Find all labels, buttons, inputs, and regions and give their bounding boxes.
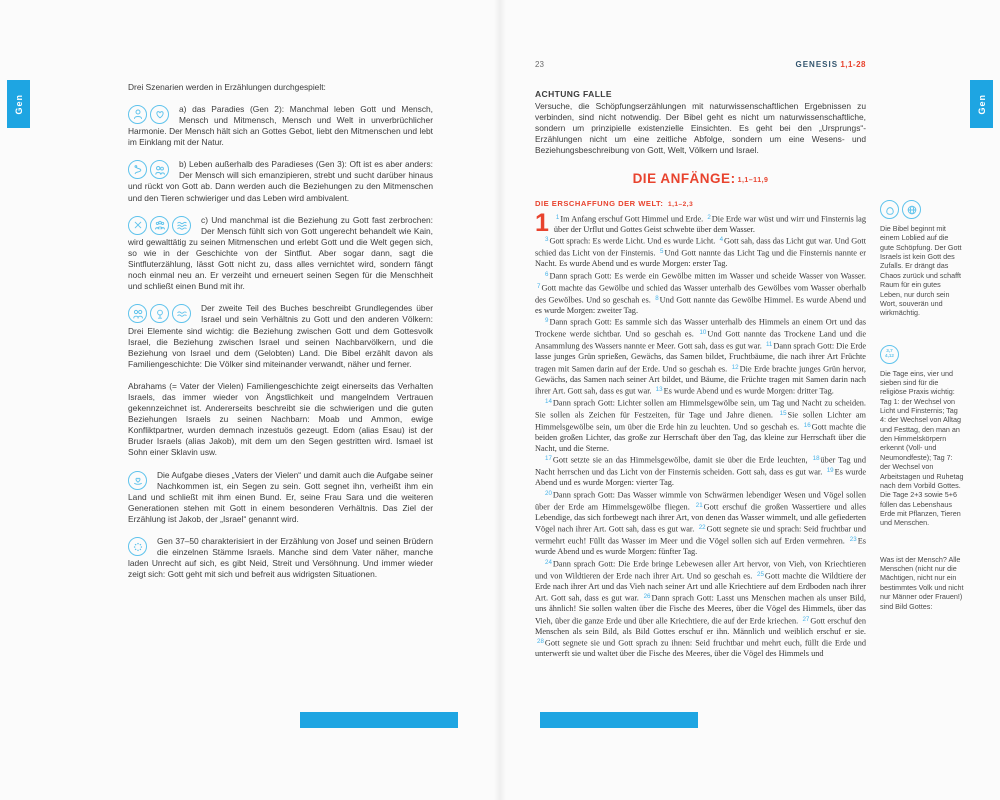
- running-head-ref: 1,1-28: [840, 60, 866, 69]
- verse-number: 18: [812, 455, 820, 463]
- margin-note: [880, 345, 964, 528]
- verse-number: 22: [698, 524, 706, 532]
- page-number: 23: [535, 60, 544, 69]
- waves-icon: [172, 304, 191, 323]
- flood-icon: [172, 216, 191, 235]
- verse-paragraph: $^3$Gott sprach: Es werde Licht. Und es wurde Licht. $^4$Gott sah, dass das Licht gut war. Und Gott schied das Licht von der Finsternis. $^5$Und Gott nannte das Licht Tag und die Finsternis nannte er Nacht. Es wurde Abend und es wurde Morgen: erster Tag.: [535, 236, 866, 269]
- crowd-icon: [150, 216, 169, 235]
- section-icon-row: [128, 471, 150, 490]
- section-text: b) Leben außerhalb des Paradieses (Gen 3): Oft ist es aber anders: Der Mensch will sich emanzipieren, strebt und sucht darüber hinaus und rückt von Gott ab. Dann werden auch die Beziehungen zu den Mitmenschen und den Tieren schwieriger und das Leben wird ambivalent.: [128, 159, 433, 203]
- verse-number: 13: [655, 386, 663, 394]
- right-tab-label: Gen: [976, 93, 987, 115]
- section-icon-row: [128, 160, 172, 179]
- warning-box: [535, 89, 866, 156]
- section-icon-row: [128, 216, 194, 235]
- section-heading-ref: 1,1–2,3: [668, 200, 694, 208]
- margin-note-text: Die Bibel beginnt mit einem Loblied auf die gute Schöpfung. Der Gott Israels ist kein Gott des Zufalls. Er drängt das Chaos zurück und schafft Raum für ein gutes Leben, nur durch sein Wort, souverän und wirkmächtig.: [880, 224, 962, 318]
- running-head-right: [796, 60, 867, 69]
- section-text: Gen 37–50 charakterisiert in der Erzählung von Josef und seinen Brüdern die einzelnen Stämme Israels. Manche sind dem Vater näher, manche laden Unrecht auf sich, es gibt Neid, Streit und Versöhnung. Und immer wieder zeigt sich: Gott geht mit sich und befreit aus widrigsten Situationen.: [128, 536, 433, 580]
- section-icon-row: [128, 304, 194, 323]
- verse-number: 3: [545, 236, 549, 244]
- person-icon: [128, 105, 147, 124]
- main-heading-ref: 1,1–11,9: [737, 176, 769, 184]
- section-icon-row: [128, 105, 172, 124]
- left-page-section: [128, 536, 433, 580]
- left-page-section: [128, 215, 433, 293]
- margin-note-text: Was ist der Mensch? Alle Menschen (nicht nur die Mächtigen, nicht nur ein bestimmtes Volk und nicht nur Männer oder Frauen!) sind Bild Gottes:: [880, 554, 964, 611]
- two-people-icon: [150, 160, 169, 179]
- margin-note-icon-row: [880, 200, 964, 219]
- verse-paragraph: 1 $^1$Im Anfang erschuf Gott Himmel und Erde. $^2$Die Erde war wüst und wirr und Finsternis lag über der Urflut und Gottes Geist schwebte über dem Wasser.: [535, 212, 866, 237]
- right-page-tab: [970, 80, 993, 128]
- verse-number: 20: [545, 489, 552, 497]
- people-icon: [128, 304, 147, 323]
- verse-paragraph: $^{20}$Dann sprach Gott: Das Wasser wimmle von Schwärmen lebendiger Wesen und Vögel sollen über der Erde am Himmelsgewölbe fliegen. $^{21}$Gott erschuf die großen Wassertiere und alles Lebendige, das sich fortbewegt nach ihrer Art, von denen das Wasser wimmelt, und alle gefiederten Vögel nach ihrer Art. Gott sah, dass es gut war. $^{22}$Gott segnete sie und sprach: Seid fruchtbar und vermehrt euch! Füllt das Wasser im Meer und die Vögel sollen sich auf Erden vermehren. $^{23}$Es wurde Abend und es wurde Morgen: fünfter Tag.: [535, 489, 866, 557]
- verse-number: 19: [826, 467, 834, 475]
- warning-title: ACHTUNG FALLE: [535, 89, 612, 99]
- chapter-number: 1: [535, 212, 549, 237]
- margin-note-icon-row: [880, 345, 964, 364]
- verse-number: 24: [545, 558, 552, 566]
- verse-paragraph: $^{14}$Dann sprach Gott: Lichter sollen am Himmelsgewölbe sein, um Tag und Nacht zu scheiden. Sie sollen als Zeichen für Festzeiten, für Tage und Jahre dienen. $^{15}$Sie sollen Lichter am Himmelsgewölbe sein, um über die Erde hin zu leuchten. Und so geschah es. $^{16}$Gott machte die beiden großen Lichter, das große zur Herrschaft über den Tag, das kleine zur Herrschaft über die Nacht, und die Sterne.: [535, 398, 866, 453]
- margin-note: [880, 555, 964, 611]
- section-text: c) Und manchmal ist die Beziehung zu Gott fast zerbrochen: Der Mensch fühlt sich von Gott ungerecht behandelt wie Kain, wird gewalttätig zu seinen Mitmenschen und erlebt Gott und die Welt gegen sich, so wie in der Geschichte von der Sintflut. Aber sogar dann, sagt die Sintfluterzählung, lässt Gott nicht zu, dass alles vernichtet wird, sondern fängt noch einmal neu an. Er verzeiht und erneuert seinen Segen für die Menschheit und schließt einen Bund mit ihr.: [128, 214, 433, 292]
- heart-icon: [150, 105, 169, 124]
- warning-body: Versuche, die Schöpfungserzählungen mit naturwissenschaftlichen Ergebnissen zu verbinden, sind nicht notwendig. Der Bibel geht es nicht um naturwissenschaftliche, sondern um prinzipielle existenzielle Einsichten. Es geht bei den „Ursprungs“-Erzählungen nicht um eine zeitliche Abfolge, sondern um eine Wesens- und Beziehungsbeschreibung von Gott, Welt, Völkern und Israel.: [535, 101, 866, 155]
- main-heading-text: DIE ANFÄNGE:: [632, 170, 736, 186]
- hands-icon: [880, 200, 899, 219]
- verse-number: 8: [655, 294, 659, 302]
- right-footer-bar: [540, 712, 698, 728]
- verse-number: 10: [699, 329, 707, 337]
- globe-icon: [902, 200, 921, 219]
- left-tab-label: Gen: [13, 93, 24, 115]
- verse-number: 16: [803, 422, 811, 430]
- section-text: a) das Paradies (Gen 2): Manchmal leben Gott und Mensch, Mensch und Mitmensch, Mensch und Welt in unverbrüchlicher Harmonie. Der Mensch hält sich an Gottes Gebot, liebt den Mitmenschen und lebt im Einklang mit der Natur.: [128, 103, 433, 148]
- verse-number: 15: [779, 410, 787, 418]
- left-page-section: [128, 104, 433, 148]
- section-text: Abrahams (= Vater der Vielen) Familiengeschichte zeigt einerseits das Verhalten Israels, das immer wieder von Ängstlichkeit und mangelndem Vertrauen gekennzeichnet ist. Andererseits beschreibt sie die schwierigen und die guten Beziehungen Israels zu seinen Nachbarn: Moab und Ammon, ewige Konfliktpartner, wurden demnach inzestuös gezeugt. Edom (alias Esau) ist der Bruder Israels (alias Jakob), mit dem um den Segen gestritten wird. Ismael ist Sohn einer Sklavin usw.: [128, 380, 433, 458]
- section-heading-text: DIE ERSCHAFFUNG DER WELT:: [535, 198, 664, 208]
- verse-number: 12: [731, 363, 739, 371]
- left-page-tab: [7, 80, 30, 128]
- verse-paragraph: $^{24}$Dann sprach Gott: Die Erde bringe Lebewesen aller Art hervor, von Vieh, von Kriechtieren und von Wildtieren der Erde nach ihrer Art. Und so geschah es. $^{25}$Gott machte die Wildtiere der Erde nach ihrer Art und das Vieh nach seiner Art und alle Kriechtiere auf dem Erdboden nach ihrer Art. Gott sah, dass es gut war. $^{26}$Dann sprach Gott: Lasst uns Menschen machen als unser Bild, uns ähnlich! Sie sollen walten über die Fische des Meeres, über die Vögel des Himmels, über das Vieh, über die ganze Erde und über alle Kriechtiere, die auf der Erde kriechen. $^{27}$Gott erschuf den Menschen als sein Bild, als Bild Gottes erschuf er ihn. Männlich und weiblich erschuf er sie. $^{28}$Gott segnete sie und Gott sprach zu ihnen: Seid fruchtbar und mehrt euch, füllt die Erde und unterwerft sie und waltet über die Fische des Meeres, über die Vögel des Himmels und: [535, 558, 866, 659]
- verse-number: 4: [719, 236, 724, 244]
- margin-note: [880, 200, 964, 318]
- day-numbers-icon: 3,7 4,12: [880, 345, 899, 364]
- verse-paragraph: $^6$Dann sprach Gott: Es werde ein Gewölbe mitten im Wasser und scheide Wasser von Wasser. $^7$Gott machte das Gewölbe und schied das Wasser unterhalb des Gewölbes vom Wasser oberhalb des Gewölbes. Und so geschah es. $^8$Und Gott nannte das Gewölbe Himmel. Es wurde Abend und es wurde Morgen: zweiter Tag.: [535, 270, 866, 315]
- tree-icon: [150, 304, 169, 323]
- page-gutter: [494, 0, 506, 800]
- section-icon-row: [128, 537, 150, 556]
- running-head: [535, 60, 866, 69]
- left-page: [128, 82, 433, 591]
- verse-number: 14: [545, 398, 552, 406]
- left-page-section: [128, 381, 433, 459]
- verse-number: 6: [545, 270, 549, 278]
- left-page-section: [128, 159, 433, 203]
- verse-number: 27: [802, 615, 810, 623]
- verse-number: 2: [707, 213, 711, 221]
- left-page-sections: [128, 104, 433, 580]
- verse-number: 25: [757, 570, 764, 578]
- running-head-book: GENESIS: [795, 60, 839, 69]
- verse-number: 5: [660, 248, 664, 256]
- margin-note-text: Die Tage eins, vier und sieben sind für die religiöse Praxis wichtig: Tag 1: der Wechsel von Licht und Finsternis; Tag 4: der Wechsel von Alltag und Festtag, den man an den Himmelskörpern erkennt (Voll- und Neumondfeste); Tag 7: der Wechsel von Arbeitstagen und Ruhetag nach dem Vorbild Gottes. Die Tage 2+3 sowie 5+6 füllen das Lebenshaus Erde mit Pflanzen, Tieren und Menschen.: [880, 368, 964, 528]
- main-heading: [535, 171, 866, 186]
- snake-icon: [128, 160, 147, 179]
- verse-number: 9: [545, 317, 549, 325]
- verse-paragraph: $^9$Dann sprach Gott: Es sammle sich das Wasser unterhalb des Himmels an einem Ort und das Trockene werde sichtbar. Und so geschah es. $^{10}$Und Gott nannte das Trockene Land und die Ansammlung des Wassers nannte er Meer. Gott sah, dass es gut war. $^{11}$Dann sprach Gott: Die Erde lasse junges Grün sprießen, Gewächs, das Samen bildet, Fruchtbäume, die nach ihrer Art Früchte tragen mit Samen darin auf der Erde. Und so geschah es. $^{12}$Die Erde brachte junges Grün hervor, Gewächs, das Samen nach seiner Art bildet, und Bäume, die Früchte tragen mit Samen darin nach ihrer Art. Gott sah, dass es gut war. $^{13}$Es wurde Abend und es wurde Morgen: dritter Tag.: [535, 317, 866, 396]
- bible-text-column: [535, 213, 866, 660]
- left-page-section: [128, 470, 433, 525]
- verse-number: 17: [545, 455, 552, 463]
- verse-number: 7: [537, 282, 541, 290]
- margin-notes-column: [880, 200, 964, 638]
- verse-number: 11: [765, 341, 773, 349]
- left-page-intro: Drei Szenarien werden in Erzählungen durchgespielt:: [128, 82, 326, 92]
- verse-number: 21: [695, 501, 703, 509]
- verse-number: 23: [849, 536, 857, 544]
- heart-hands-icon: [128, 471, 147, 490]
- verse-number: 1: [555, 213, 560, 221]
- section-heading: [535, 199, 866, 208]
- section-text: Der zweite Teil des Buches beschreibt Grundlegendes über Israel und sein Verhältnis zu Gott und den anderen Völkern: Drei Elemente sind wichtig: die Beziehung zwischen Gott und dem Gottesvolk Israel, die Beziehung zwischen Israel und seinen Nachbarvölkern, und die Beziehung von Israel und dem (Gelobten) Land. Die Bibel erzählt davon als Familiengeschichte: Die Völker sind miteinander verwandt, näher und ferner.: [128, 303, 433, 369]
- left-page-section: [128, 303, 433, 370]
- left-footer-bar: [300, 712, 458, 728]
- verse-number: 28: [537, 638, 544, 646]
- section-text: Die Aufgabe dieses „Vaters der Vielen“ und damit auch die Aufgabe seiner Nachkommen ist, ein Segen zu sein. Gott segnet ihn, verheißt ihm ein Land und schließt mit ihm einen Bund. Er, seine Frau Sara und die weiteren Generationen stehen mit Gott in einem besonderen Verhältnis. Das Ziel der Erzählung ist Jakob, der „Israel“ genannt wird.: [128, 469, 433, 524]
- conflict-icon: [128, 216, 147, 235]
- verse-number: 26: [643, 593, 651, 601]
- right-page: [535, 60, 866, 660]
- verse-paragraph: $^{17}$Gott setzte sie an das Himmelsgewölbe, damit sie über die Erde leuchten, $^{18}$über Tag und Nacht herrschen und das Licht von der Finsternis scheiden. Gott sah, dass es gut war. $^{19}$Es wurde Abend und es wurde Morgen: vierter Tag.: [535, 455, 866, 488]
- tribes-icon: [128, 537, 147, 556]
